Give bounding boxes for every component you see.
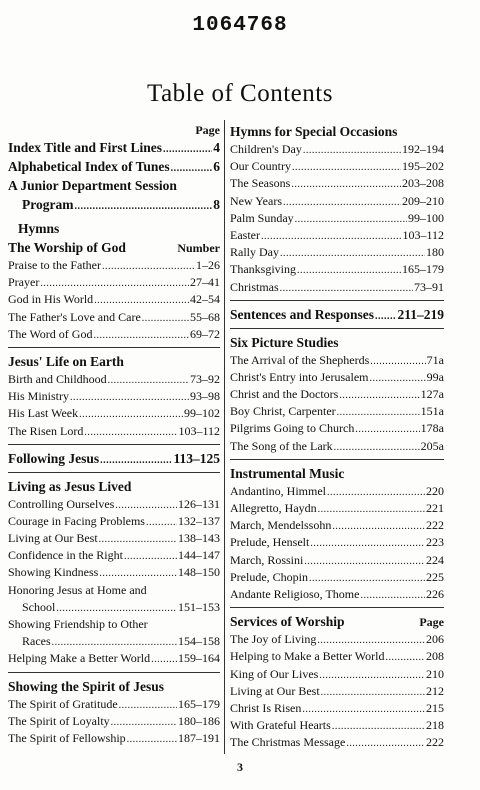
- entry-label: The Risen Lord: [8, 423, 84, 438]
- entry-page: 103–112: [178, 423, 220, 438]
- services-heading: Services of Worship Page: [230, 612, 444, 631]
- leader-dots: [40, 274, 189, 292]
- toc-entry: [230, 141, 444, 158]
- entry-label: God in His World: [8, 292, 94, 307]
- leader-dots: [99, 564, 177, 582]
- leader-dots: [319, 666, 425, 684]
- hymns-heading: Hymns: [18, 221, 60, 236]
- right-column: [230, 122, 444, 751]
- leader-dots: [280, 279, 413, 297]
- toc-entry: [8, 530, 220, 547]
- toc-entry: [230, 666, 444, 683]
- toc-entry: Helping Make a Better World . . . 159–164: [8, 650, 220, 667]
- sentences-entry: Sentences and Responses . . . 211–219: [230, 305, 444, 324]
- leader-dots: [297, 261, 401, 279]
- entry-page: 210: [426, 666, 444, 681]
- junior-session-line1: A Junior Department Session: [8, 178, 177, 193]
- leader-dots: [303, 141, 401, 159]
- honoring-line1: Honoring Jesus at Home and: [8, 582, 147, 597]
- toc-entry: [8, 423, 220, 440]
- entry-page: 215: [426, 700, 444, 715]
- instrumental-heading: Instrumental Music: [230, 465, 345, 481]
- toc-entry: [8, 326, 220, 343]
- toc-entry: [8, 513, 220, 530]
- occasions-list: [230, 141, 444, 296]
- toc-entry: [8, 291, 220, 308]
- entry-label: Living at Our Best: [8, 531, 98, 546]
- entry-page: 27–41: [190, 275, 220, 290]
- entry-page: 222: [426, 518, 444, 533]
- toc-entry: [230, 158, 444, 175]
- leader-dots: [309, 569, 425, 587]
- entry-page: 203–208: [402, 176, 444, 191]
- front-matter-list: [8, 138, 220, 176]
- leader-dots: [79, 405, 183, 423]
- toc-entry: [230, 631, 444, 648]
- entry-page: 225: [426, 569, 444, 584]
- instrumental-list: [230, 483, 444, 603]
- toc-entry: [230, 648, 444, 665]
- leader-dots: [94, 291, 189, 309]
- page-column-label: Page: [419, 615, 444, 630]
- leader-dots: [280, 244, 425, 262]
- toc-entry: [230, 261, 444, 278]
- entry-page: 99–102: [184, 406, 220, 421]
- entry-page: 4: [213, 140, 220, 155]
- toc-entry: [8, 713, 220, 730]
- entry-label: The Spirit of Fellowship: [8, 730, 126, 745]
- living-list: [8, 496, 220, 582]
- toc-entry: [230, 175, 444, 192]
- number-column-label: Number: [177, 241, 220, 255]
- entry-label: New Years: [230, 193, 282, 208]
- leader-dots: [334, 438, 420, 456]
- entry-page: 126–131: [178, 496, 220, 511]
- leader-dots: [360, 586, 425, 604]
- entry-label: Prelude, Chopin: [230, 569, 308, 584]
- column-divider: [224, 120, 225, 754]
- entry-page: 73–92: [190, 371, 220, 386]
- worship-list: [8, 257, 220, 343]
- leader-dots: [124, 547, 177, 565]
- entry-label: Living at Our Best: [230, 683, 320, 698]
- entry-page: 180: [426, 245, 444, 260]
- leader-dots: [146, 513, 177, 531]
- toc-entry: [230, 500, 444, 517]
- leader-dots: [332, 517, 425, 535]
- entry-label: The Spirit of Loyalty: [8, 713, 110, 728]
- entry-page: 165–179: [402, 262, 444, 277]
- entry-page: 55–68: [190, 309, 220, 324]
- entry-page: 99–100: [408, 210, 444, 225]
- entry-label: The Word of God: [8, 326, 93, 341]
- leader-dots: [295, 210, 407, 228]
- leader-dots: [317, 631, 425, 649]
- entry-page: 206: [426, 632, 444, 647]
- following-jesus-entry: Following Jesus . . . 113–125: [8, 449, 220, 468]
- entry-page: 180–186: [178, 713, 220, 728]
- entry-label: Showing Kindness: [8, 565, 99, 580]
- entry-page: 209–210: [402, 193, 444, 208]
- toc-entry: [230, 403, 444, 420]
- entry-label: Prayer: [8, 275, 40, 290]
- occasions-heading: Hymns for Special Occasions: [230, 124, 398, 139]
- leader-dots: [291, 175, 401, 193]
- entry-label: Helping to Make a Better World: [230, 649, 385, 664]
- toc-entry: [8, 157, 220, 176]
- entry-label: Praise to the Father: [8, 258, 101, 272]
- toc-entry: [230, 420, 444, 437]
- entry-page: 144–147: [178, 548, 220, 563]
- leader-dots: [119, 696, 177, 714]
- toc-entry: School . . . 151–153: [8, 599, 220, 616]
- entry-label: Easter: [230, 227, 260, 242]
- services-list: [230, 631, 444, 751]
- entry-page: 220: [426, 483, 444, 498]
- entry-label: Alphabetical Index of Tunes: [8, 159, 170, 174]
- document-number: 1064768: [192, 14, 288, 37]
- toc-entry: [230, 227, 444, 244]
- toc-entry: [230, 438, 444, 455]
- leader-dots: [292, 158, 401, 176]
- entry-label: Prelude, Henselt: [230, 535, 310, 550]
- entry-label: Thanksgiving: [230, 262, 296, 277]
- leader-dots: [337, 403, 420, 421]
- toc-entry: [230, 683, 444, 700]
- toc-entry: [230, 552, 444, 569]
- entry-page: 103–112: [402, 227, 444, 242]
- leader-dots: [327, 483, 425, 501]
- entry-page: 208: [426, 649, 444, 664]
- entry-label: Allegretto, Haydn: [230, 501, 317, 515]
- toc-entry: [8, 257, 220, 274]
- life-list: [8, 371, 220, 440]
- spirit-heading: Showing the Spirit of Jesus: [8, 678, 165, 694]
- entry-page: 99a: [426, 369, 444, 384]
- toc-entry: [230, 700, 444, 717]
- toc-entry: [230, 483, 444, 500]
- entry-label: The Christmas Message: [230, 735, 346, 750]
- entry-page: 165–179: [178, 696, 220, 711]
- toc-entry: Program . . . 8: [8, 195, 220, 214]
- section-rule: [230, 459, 444, 460]
- toc-entry: [8, 696, 220, 713]
- toc-entry: [230, 534, 444, 551]
- leader-dots: [171, 157, 213, 178]
- toc-entry: Races . . . 154–158: [8, 633, 220, 650]
- entry-label: Christ and the Doctors: [230, 387, 339, 402]
- entry-label: Index Title and First Lines: [8, 140, 163, 155]
- toc-entry: [8, 309, 220, 326]
- entry-page: 223: [426, 535, 444, 550]
- entry-page: 218: [426, 718, 444, 733]
- toc-entry: [8, 274, 220, 291]
- leader-dots: [304, 552, 425, 570]
- entry-label: King of Our Lives: [230, 666, 319, 681]
- section-rule: [230, 300, 444, 301]
- toc-entry: [8, 138, 220, 157]
- section-rule: [8, 672, 220, 673]
- entry-page: 73–91: [414, 279, 444, 294]
- entry-label: March, Rossini: [230, 552, 304, 567]
- entry-label: His Ministry: [8, 389, 70, 404]
- entry-label: The Seasons: [230, 176, 291, 191]
- entry-page: 148–150: [178, 565, 220, 580]
- toc-entry: [230, 193, 444, 210]
- leader-dots: [163, 138, 212, 159]
- page-title: Table of Contents: [147, 80, 333, 107]
- page-number: 3: [237, 760, 243, 774]
- entry-page: 187–191: [178, 730, 220, 745]
- leader-dots: [370, 352, 425, 370]
- toc-entry: [230, 717, 444, 734]
- leader-dots: [111, 713, 177, 731]
- entry-label: The Father's Love and Care: [8, 309, 141, 324]
- entry-label: Pilgrims Going to Church: [230, 421, 355, 436]
- entry-page: 6: [213, 159, 220, 174]
- toc-entry: [8, 388, 220, 405]
- toc-entry: [230, 386, 444, 403]
- entry-label: The Arrival of the Shepherds: [230, 352, 370, 367]
- entry-label: Christ's Entry into Jerusalem: [230, 369, 369, 384]
- entry-page: 93–98: [190, 389, 220, 404]
- entry-page: 1–26: [196, 258, 220, 272]
- left-column: [8, 122, 220, 747]
- leader-dots: [84, 423, 177, 441]
- leader-dots: [102, 257, 195, 275]
- entry-label: His Last Week: [8, 406, 79, 421]
- toc-entry: [230, 279, 444, 296]
- leader-dots: [99, 530, 177, 548]
- entry-label: Our Country: [230, 159, 291, 174]
- entry-label: The Joy of Living: [230, 632, 317, 647]
- entry-label: Andante Religioso, Thome: [230, 586, 360, 601]
- section-rule: [8, 444, 220, 445]
- leader-dots: [70, 388, 189, 406]
- entry-label: Andantino, Himmel: [230, 483, 326, 498]
- toc-entry: [230, 569, 444, 586]
- entry-page: 212: [426, 683, 444, 698]
- leader-dots: [346, 734, 425, 752]
- toc-entry: [230, 369, 444, 386]
- entry-label: Christmas: [230, 279, 279, 294]
- entry-page: 138–143: [178, 531, 220, 546]
- section-rule: [8, 347, 220, 348]
- friendship-line1: Showing Friendship to Other: [8, 617, 148, 631]
- entry-label: Boy Christ, Carpenter: [230, 404, 336, 419]
- entry-page: 195–202: [402, 159, 444, 174]
- entry-label: The Spirit of Gratitude: [8, 696, 118, 711]
- leader-dots: [321, 683, 425, 701]
- entry-page: 151a: [420, 404, 444, 419]
- toc-entry: [230, 734, 444, 751]
- entry-label: March, Mendelssohn: [230, 518, 332, 533]
- leader-dots: [93, 326, 189, 344]
- toc-entry: [8, 564, 220, 581]
- entry-page: 222: [426, 735, 444, 750]
- entry-page: 71a: [426, 352, 444, 367]
- leader-dots: [318, 500, 425, 518]
- leader-dots: [108, 371, 189, 389]
- entry-label: Palm Sunday: [230, 210, 294, 225]
- entry-label: With Grateful Hearts: [230, 718, 331, 733]
- leader-dots: [115, 496, 177, 514]
- toc-entry: [8, 547, 220, 564]
- entry-label: Children's Day: [230, 142, 302, 156]
- picture-studies-heading: Six Picture Studies: [230, 334, 339, 350]
- section-rule: [230, 607, 444, 608]
- toc-entry: [8, 371, 220, 388]
- toc-entry: [230, 244, 444, 261]
- leader-dots: [385, 648, 425, 666]
- entry-label: Courage in Facing Problems: [8, 513, 145, 528]
- toc-entry: [230, 210, 444, 227]
- toc-entry: [230, 517, 444, 534]
- leader-dots: [283, 193, 401, 211]
- entry-label: Birth and Childhood: [8, 371, 107, 386]
- section-rule: [8, 472, 220, 473]
- leader-dots: [339, 386, 419, 404]
- toc-entry: [230, 586, 444, 603]
- leader-dots: [142, 309, 189, 327]
- entry-page: 132–137: [178, 513, 220, 528]
- entry-label: The Song of the Lark: [230, 438, 333, 453]
- entry-page: 178a: [420, 421, 444, 436]
- leader-dots: [302, 700, 425, 718]
- leader-dots: [261, 227, 401, 245]
- entry-page: 69–72: [190, 326, 220, 341]
- toc-entry: [230, 352, 444, 369]
- worship-heading: The Worship of God Number: [8, 238, 220, 257]
- life-heading: Jesus' Life on Earth: [8, 353, 124, 369]
- toc-entry: [8, 405, 220, 422]
- entry-page: 42–54: [190, 292, 220, 307]
- entry-label: Controlling Ourselves: [8, 496, 115, 511]
- leader-dots: [332, 717, 425, 735]
- entry-page: 221: [426, 501, 444, 515]
- entry-page: 224: [426, 552, 444, 567]
- leader-dots: [127, 730, 177, 748]
- toc-entry: [8, 496, 220, 513]
- entry-label: Rally Day: [230, 245, 279, 260]
- entry-page: 226: [426, 586, 444, 601]
- picture-studies-list: [230, 352, 444, 455]
- entry-label: Christ Is Risen: [230, 700, 302, 715]
- entry-page: 192–194: [402, 142, 444, 156]
- toc-entry: [8, 730, 220, 747]
- page-column-label: Page: [195, 123, 220, 137]
- spirit-list: [8, 696, 220, 748]
- leader-dots: [310, 534, 425, 552]
- living-heading: Living as Jesus Lived: [8, 478, 132, 494]
- entry-label: Confidence in the Right: [8, 548, 123, 563]
- entry-page: 205a: [420, 438, 444, 453]
- entry-page: 127a: [420, 387, 444, 402]
- leader-dots: [369, 369, 425, 387]
- section-rule: [230, 328, 444, 329]
- leader-dots: [355, 420, 419, 438]
